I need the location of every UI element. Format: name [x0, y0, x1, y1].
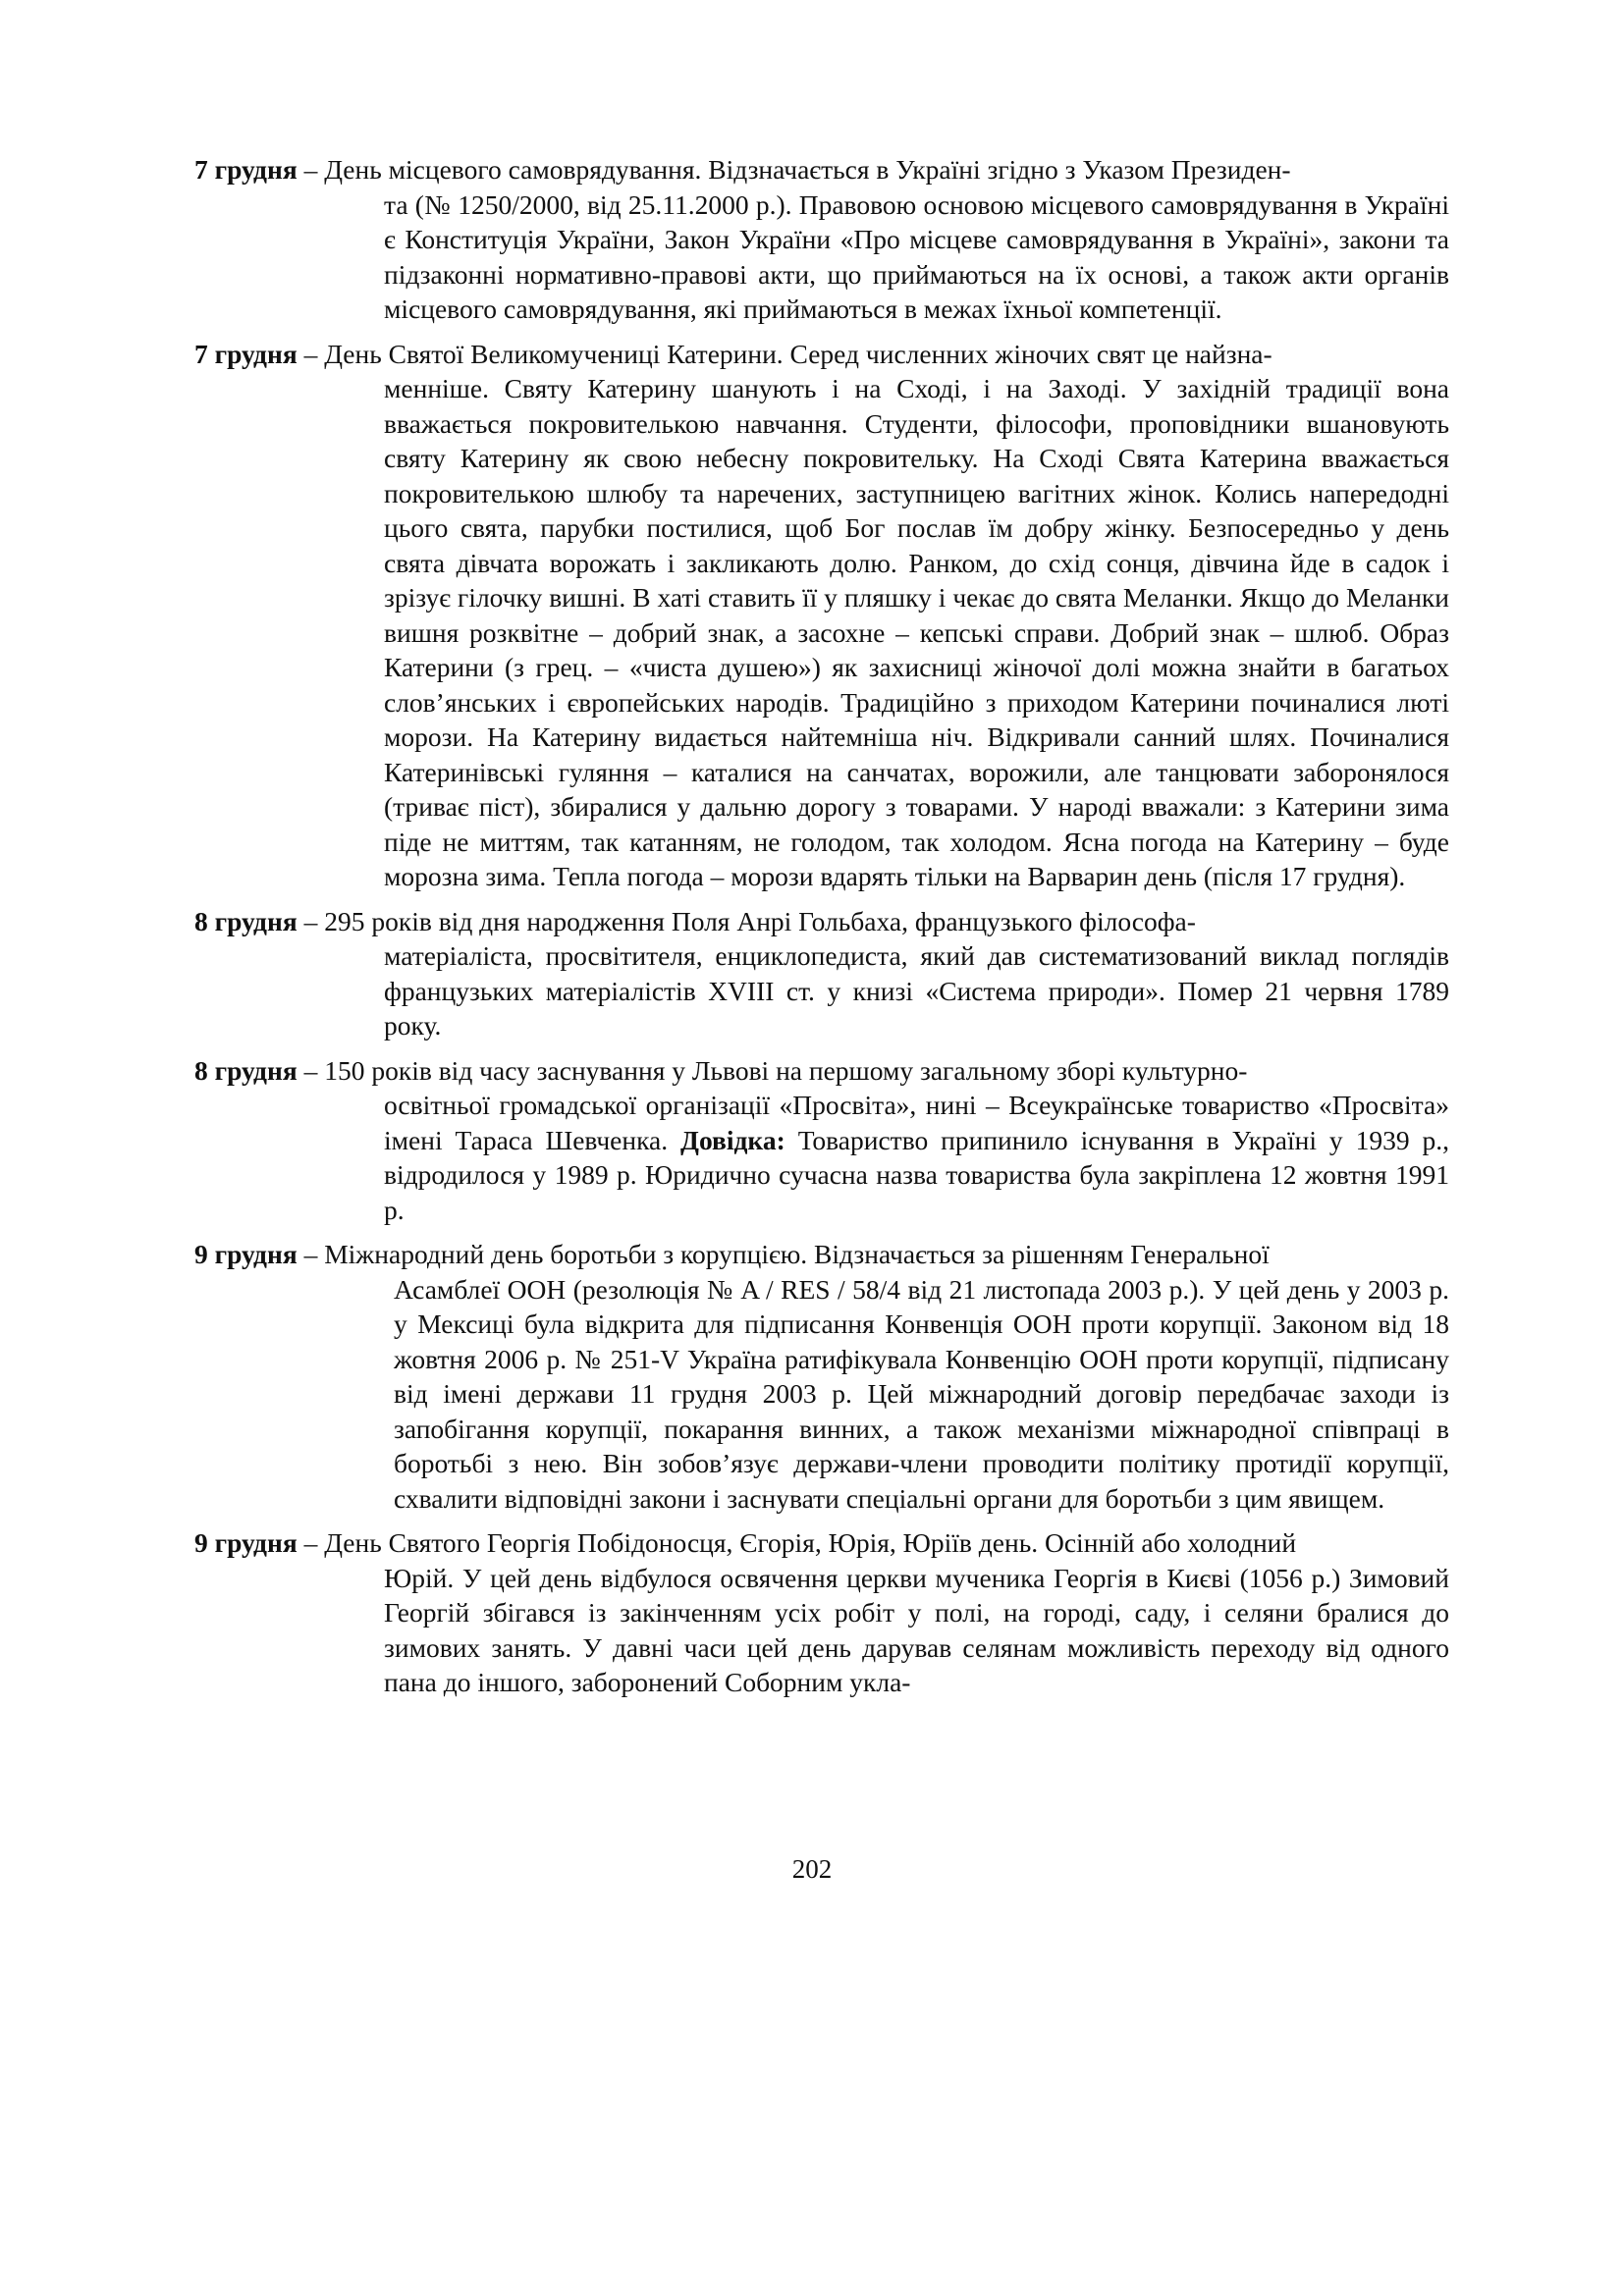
entry-lead-text: День Святого Георгія Побідоносця, Єгорія, Юрія, Юріїв день. Осінній або холодний: [324, 1527, 1297, 1558]
entry-lead-line: [194, 904, 1449, 939]
calendar-entry: [194, 152, 1449, 327]
entry-body: менніше. Святу Катерину шанують і на Сході, і на Заході. У західній традиції вона вважається покровителькою навчання. Студенти, філософи, проповідники вшановують святу Катерину як свою небесну покровительку. На Сході Свята Катерина вважається покровителькою шлюбу та наречених, заступницею вагітних жінок. Колись напередодні цього свята, парубки постилися, щоб Бог послав їм добру жінку. Безпосередньо у день свята дівчата ворожать і закликають долю. Ранком, до схід сонця, дівчина йде в садок і зрізує гілочку вишні. В хаті ставить її у пляшку і чекає до свята Меланки. Якщо до Меланки вишня розквітне – добрий знак, а засохне – кепські справи. Добрий знак – шлюб. Образ Катерини (з грец. – «чиста душею») як захисниці жіночої долі можна знайти в багатьох слов’янських і європейських народів. Традиційно з приходом Катерини починалися люті морози. На Катерину видається найтемніша ніч. Відкривали санний шлях. Починалися Катеринівські гуляння – каталися на санчатах, ворожили, але танцювати заборонялося (триває піст), збиралися у дальню дорогу з товарами. У народі вважали: з Катерини зима піде не миттям, так катанням, не голодом, так холодом. Ясна погода на Катерину – буде морозна зима. Тепла погода – морози вдарять тільки на Варварин день (після 17 грудня).: [384, 373, 1449, 891]
entry-lead-text: День Святої Великомучениці Катерини. Серед численних жіночих свят це найзна-: [324, 338, 1272, 369]
entry-body: Юрій. У цей день відбулося освячення церкви мученика Георгія в Києві (1056 р.) Зимовий Георгій збігався із закінченням усіх робіт у полі, на городі, саду, і селяни бралися до зимових занять. У давні часи цей день дарував селянам можливість переходу від одного пана до іншого, заборонений Соборним укла-: [384, 1562, 1449, 1697]
entry-body: Асамблеї ООН (резолюція № A / RES / 58/4 від 21 листопада 2003 р.). У цей день у 2003 р. у Мексиці була відкрита для підписання Конвенція ООН проти корупції. Законом від 18 жовтня 2006 р. № 251-V Україна ратифікувала Конвенцію ООН проти корупції, підписану від імені держави 11 грудня 2003 р. Цей міжнародний договір передбачає заходи із запобігання корупції, покарання винних, а також механізми міжнародної співпраці в боротьбі з нею. Він зобов’язує держави-члени проводити політику протидії корупції, схвалити відповідні закони і заснувати спеціальні органи для боротьби з цим явищем.: [394, 1273, 1449, 1514]
calendar-entry: [194, 904, 1449, 1043]
entry-lead-text: Міжнародний день боротьби з корупцією. Відзначається за рішенням Генеральної: [324, 1239, 1270, 1269]
entry-body-text: освітньої громадської організації «Просвіта», нині – Всеукраїнське товариство «Просвіта» імені Тараса Шевченка.: [384, 1090, 1449, 1155]
entry-date: 7 грудня: [194, 338, 298, 369]
entry-dash: –: [297, 1239, 325, 1269]
entry-lead-line: [194, 152, 1449, 187]
entry-dash: –: [297, 1054, 325, 1086]
entry-body: та (№ 1250/2000, від 25.11.2000 р.). Правовою основою місцевого самоврядування в Україні є Конституція України, Закон України «Про місцеве самоврядування в Україні», закони та підзаконні нормативно-правові акти, що приймаються на їх основі, а також акти органів місцевого самоврядування, які приймаються в межах їхньої компетенції.: [384, 188, 1449, 324]
entry-body-text: Товариство припинило існування в Україні у 1939 р., відродилося у 1989 р. Юридично сучасна назва товариства була закріплена 12 жовтня 1991 р.: [384, 1124, 1449, 1225]
entry-lead-text: 295 років від дня народження Поля Анрі Гольбаха, французького філософа-: [324, 905, 1196, 936]
entry-lead-line: [194, 1525, 1449, 1561]
entry-date: 7 грудня: [194, 154, 298, 185]
entry-lead-text: День місцевого самоврядування. Відзначається в Україні згідно з Указом Президен-: [324, 154, 1291, 185]
entry-lead-line: [194, 337, 1449, 372]
entry-date: 8 грудня: [194, 1054, 298, 1086]
reference-label: Довідка:: [680, 1124, 785, 1155]
entry-lead-line: [194, 1053, 1449, 1089]
entry-dash: –: [297, 154, 325, 185]
entry-lead-line: [194, 1237, 1449, 1272]
entry-dash: –: [297, 905, 325, 936]
document-page: [194, 152, 1449, 1710]
entry-dash: –: [297, 338, 325, 369]
entry-body: матеріаліста, просвітителя, енциклопедиста, який дав систематизований виклад поглядів французьких матеріалістів XVIII ст. у книзі «Система природи». Помер 21 червня 1789 року.: [384, 940, 1449, 1041]
entry-dash: –: [297, 1527, 325, 1558]
calendar-entry: [194, 337, 1449, 894]
calendar-entry: [194, 1525, 1449, 1700]
calendar-entry: [194, 1053, 1449, 1228]
entry-date: 9 грудня: [194, 1239, 298, 1269]
page-number: 202: [791, 1854, 833, 1884]
entry-lead-text: 150 років від часу заснування у Львові на першому загальному зборі культурно-: [324, 1054, 1248, 1086]
entry-date: 9 грудня: [194, 1527, 298, 1558]
calendar-entry: [194, 1237, 1449, 1516]
entry-body: [194, 1088, 1449, 1227]
entry-date: 8 грудня: [194, 905, 298, 936]
